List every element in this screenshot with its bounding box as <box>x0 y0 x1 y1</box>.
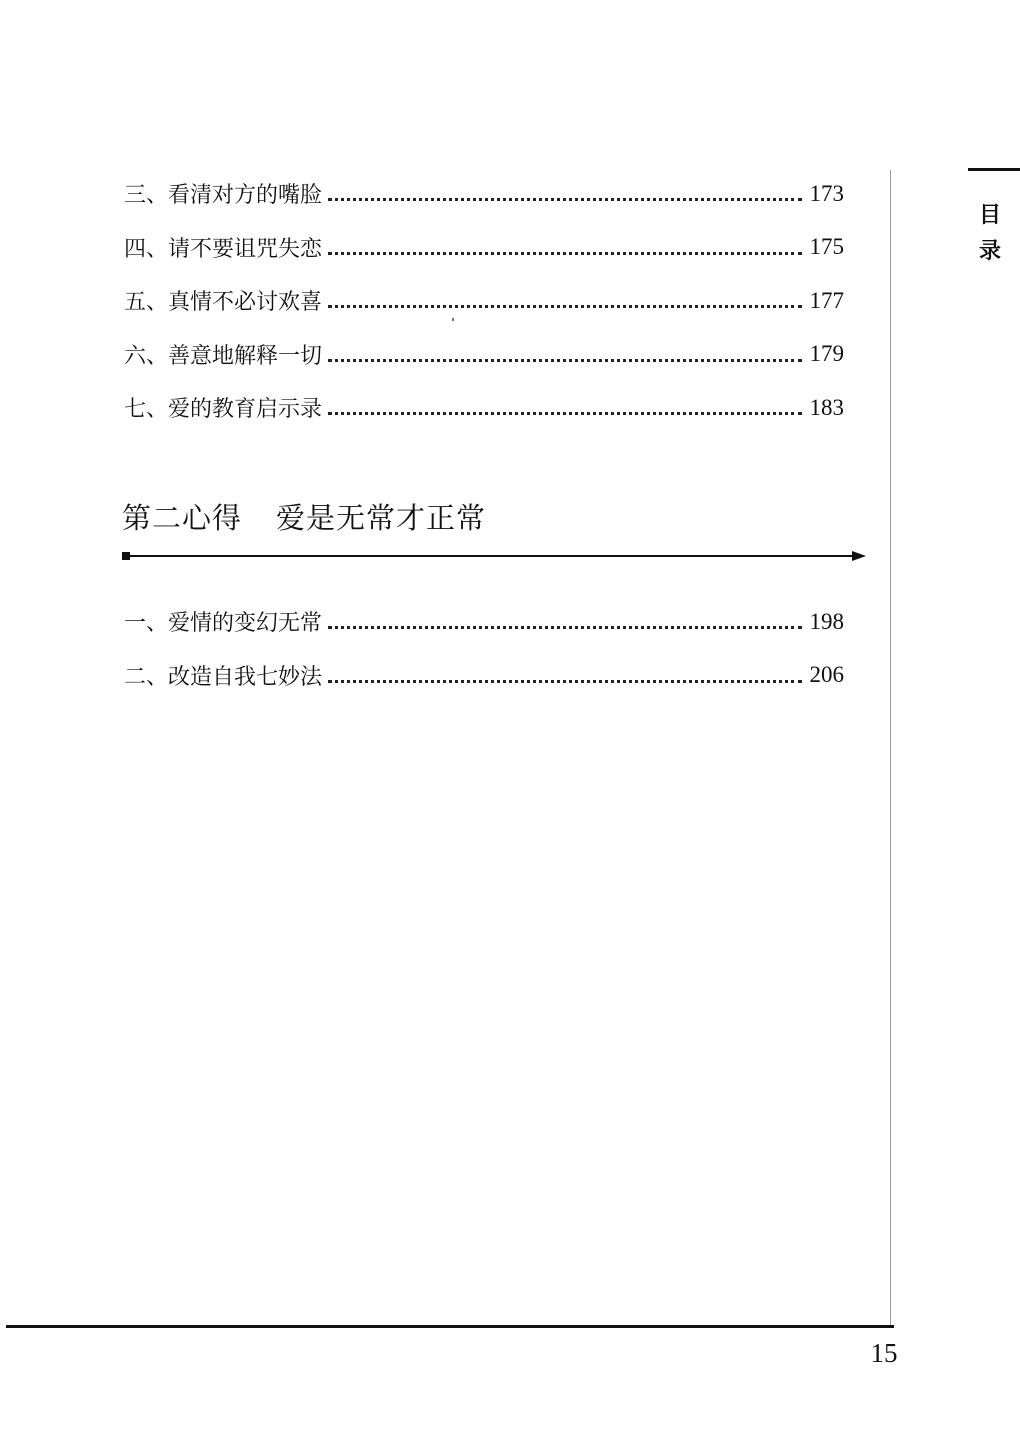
section-tab-label-line1: 目 <box>978 203 1001 228</box>
section-arrow-rule <box>122 550 866 562</box>
margin-rule <box>890 170 891 1325</box>
section-heading <box>122 496 486 537</box>
section-title: 爱是无常才正常 <box>276 501 487 535</box>
toc-entry[interactable] <box>124 274 844 328</box>
toc-entry-title: 三、看清对方的嘴脸 <box>124 183 323 209</box>
footer-rule <box>6 1325 894 1328</box>
toc-entry-title: 六、善意地解释一切 <box>124 343 323 369</box>
section-tab-bar <box>968 168 1020 171</box>
dot-leader <box>328 198 802 201</box>
toc-entry-title: 四、请不要诅咒失恋 <box>124 236 323 262</box>
dot-leader <box>328 305 802 308</box>
toc-entry-page: 177 <box>809 287 844 313</box>
dot-leader <box>328 626 802 629</box>
toc-entry-page: 183 <box>809 394 844 420</box>
section-tab-label-line2: 录 <box>978 239 1001 264</box>
toc-entry[interactable] <box>124 221 844 275</box>
dot-leader <box>328 252 802 255</box>
toc-entry-title: 一、爱情的变幻无常 <box>124 611 323 637</box>
dot-leader <box>328 680 802 683</box>
toc-entry[interactable] <box>124 328 844 382</box>
toc-list-2 <box>124 595 844 702</box>
rule-arrowhead <box>852 551 866 561</box>
toc-entry[interactable] <box>124 381 844 435</box>
page-number: 15 <box>870 1338 898 1368</box>
toc-entry-title: 七、爱的教育启示录 <box>124 397 323 423</box>
section-number: 第二心得 <box>122 501 243 535</box>
toc-entry[interactable] <box>124 167 844 221</box>
toc-list-1 <box>124 167 844 435</box>
toc-entry-page: 179 <box>809 341 844 367</box>
toc-entry-title: 五、真情不必讨欢喜 <box>124 290 323 316</box>
toc-entry-page: 198 <box>809 608 844 634</box>
toc-entry[interactable] <box>124 595 844 649</box>
toc-entry-page: 206 <box>809 662 844 688</box>
toc-entry-page: 175 <box>809 234 844 260</box>
toc-entry-title: 二、改造自我七妙法 <box>124 664 323 690</box>
section-tab <box>968 168 1020 264</box>
print-speck <box>452 318 454 321</box>
dot-leader <box>328 412 802 415</box>
toc-entry-page: 173 <box>809 180 844 206</box>
toc-entry[interactable] <box>124 649 844 703</box>
section-tab-label <box>978 198 1002 270</box>
dot-leader <box>328 359 802 362</box>
